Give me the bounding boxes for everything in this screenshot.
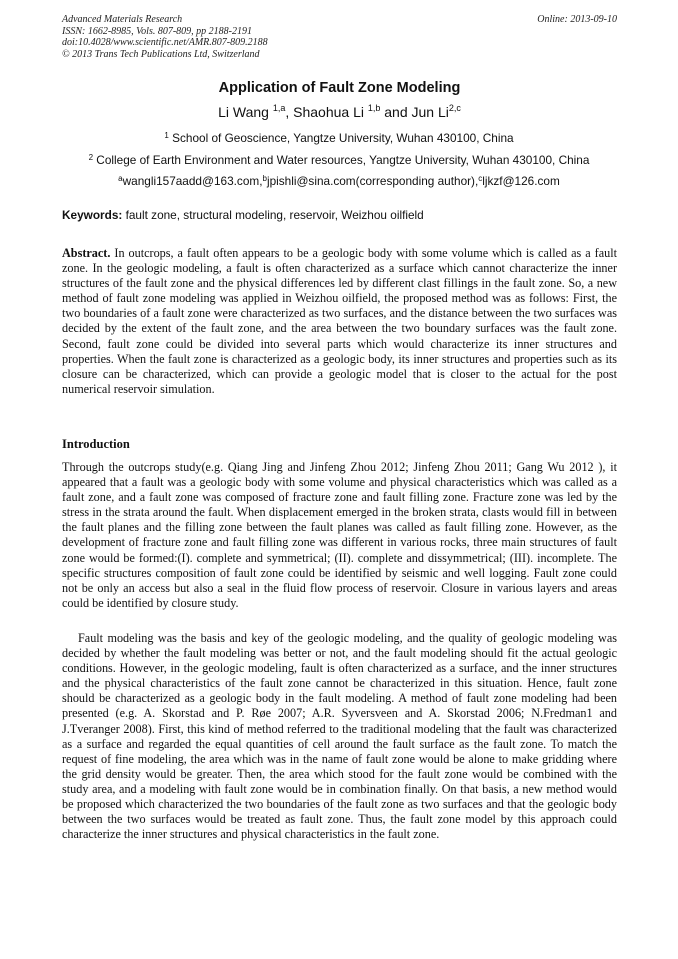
affiliation-1-text: School of Geoscience, Yangtze University, Wuhan 430100, China: [168, 131, 514, 145]
author-list: [62, 103, 617, 120]
abstract-label: Abstract.: [62, 246, 111, 260]
section-heading-introduction: Introduction: [62, 437, 130, 451]
keywords-text: fault zone, structural modeling, reservoir, Weizhou oilfield: [122, 208, 424, 222]
issn-line: ISSN: 1662-8985, Vols. 807-809, pp 2188-2191: [62, 25, 252, 37]
keywords: [62, 208, 617, 222]
intro-paragraph-2: [62, 631, 617, 842]
affiliation-2-text: College of Earth Environment and Water resources, Yangtze University, Wuhan 430100, China: [93, 153, 590, 167]
intro-paragraph-2-text: Fault modeling was the basis and key of the geologic modeling, and the quality of geologic modeling was decided by whether the fault modeling was better or not, and the fault modeling should fit the actual geologic conditions. However, in the geologic modeling, fault is often characterized as a surface, and the inner structures and the physical characteristics of the fault zone cannot be characterized in this situation. Hence, fault zone should be characterized as a geologic body in the fault modeling. A method of fault zone modeling had been presented (e.g. A. Skorstad and P. Røe 2007; A.R. Syversveen and A. Skorstad 2006; N.Fredman1 and J.Tveranger 2008). First, this kind of method referred to the traditional modeling that the fault was characterized as a surface and regarded the equal quantities of cell around the fault surface as the fault zone. To match the request of fine modeling, the area which was in the name of fault zone would be alone to make gridding where the grid density would be greater. Then, the area which stood for the fault zone would be combined with the study area, and a modeling with fault zone would be in combination finally. On that basis, a new method would be proposed which characterized the two boundaries of the fault zone as two surfaces and that the geologic body between the two surfaces would be treated as fault zone. Thus, the fault zone model by this approach could characterize the inner structures and physical characteristics in the fault zone.: [62, 631, 617, 842]
online-date: Online: 2013-09-10: [537, 14, 617, 25]
email-c: ljkzf@126.com: [482, 174, 560, 188]
author-3: and Jun Li: [380, 104, 449, 120]
abstract: [62, 246, 617, 397]
author-emails: [40, 174, 638, 188]
affiliation-2-sup: 2: [88, 153, 94, 162]
author-2-sup: 1,b: [367, 103, 381, 113]
paper-title: Application of Fault Zone Modeling: [218, 80, 461, 96]
email-c-sup: c: [478, 174, 483, 183]
copyright-line: © 2013 Trans Tech Publications Ltd, Switzerland: [62, 48, 260, 60]
intro-paragraph-1: [62, 460, 617, 611]
affiliation-2: [40, 153, 638, 167]
email-a-sup: a: [118, 174, 123, 183]
abstract-text: In outcrops, a fault often appears to be a geologic body with some volume which is called as a fault zone. In the geologic modeling, a fault is often characterized as a surface which cannot characterize the inner structures of the fault zone and the physical differences led by different clast fillings in the fault zone. So, a new method of fault zone modeling was applied in Weizhou oilfield, the proposed method was as follows: First, the two boundaries of a fault zone were characterized as two surfaces, and the distance between the two surfaces was decided by the extent of the fault zone, and the area between the two boundary surfaces was the fault zone. Second, fault zone could be divided into several parts which would characterize its inner structures and properties. When the fault zone is characterized as a geologic body, its inner structures and properties such as its closure can be characterized, which can provide a geologic model that is closer to the actual for the post numerical reservoir simulation.: [62, 246, 617, 396]
email-b-sup: b: [262, 174, 267, 183]
author-3-sup: 2,c: [448, 103, 461, 113]
author-1: Li Wang: [218, 104, 273, 120]
author-2: , Shaohua Li: [285, 104, 368, 120]
email-a: wangli157aadd@163.com,: [122, 174, 263, 188]
affiliation-1: [40, 131, 638, 145]
affiliation-1-sup: 1: [164, 131, 169, 140]
publication-info: [62, 14, 617, 60]
keywords-label: Keywords:: [62, 208, 123, 222]
doi-line: doi:10.4028/www.scientific.net/AMR.807-809.2188: [62, 37, 268, 48]
email-b: jpishli@sina.com(corresponding author),: [266, 174, 479, 188]
author-1-sup: 1,a: [272, 103, 286, 113]
journal-name: Advanced Materials Research: [62, 14, 183, 25]
intro-paragraph-1-text: Through the outcrops study(e.g. Qiang Jing and Jinfeng Zhou 2012; Jinfeng Zhou 2011; Gang Wu 2012 ), it appeared that a fault was a geologic body with some volume and physical characteristics which was called as a fault zone, and a fault zone was composed of fracture zone and fault filling zone. Fracture zone was led by the stress in the strata around the fault. When displacement emerged in the broken strata, clasts would fill in between the fault planes and the filling zone between the fault planes was called as fault filling zone. However, as the development of fracture zone and fault filling zone was different in various rocks, three main structures of fault zone would be formed:(I). complete and symmetrical; (II). complete and dissymmetrical; (III). incomplete. The specific structures composition of fault zone could be identified by seismic and well logging. Fault zone could not be only an access but also a seal in the fluid flow process of reservoir. Closure in various layers and areas could be identified by closure study.: [62, 460, 617, 610]
running-header: [62, 14, 617, 60]
